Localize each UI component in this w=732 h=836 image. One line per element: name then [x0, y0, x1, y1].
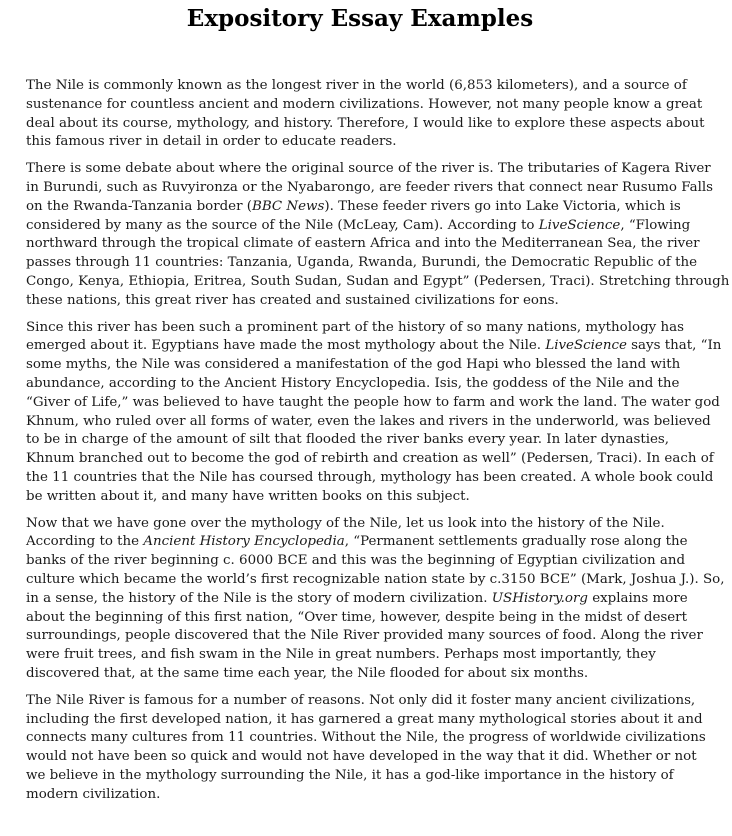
- text-run: were fruit trees, and fish swam in the Nile in great numbers. Perhaps most importantly, they: [26, 647, 656, 663]
- essay-paragraph: [26, 692, 716, 805]
- text-run: The Nile River is famous for a number of reasons. Not only did it foster many ancient civilizations,: [26, 692, 696, 708]
- paragraph-line: [26, 533, 716, 552]
- page-title: Expository Essay Examples: [186, 5, 534, 32]
- paragraph-line: [26, 115, 716, 134]
- text-run: surroundings, people discovered that the Nile River provided many sources of food. Along the river: [26, 628, 703, 644]
- text-run: Khnum branched out to become the god of rebirth and creation as well” (Pedersen, Traci). In each of: [26, 451, 714, 467]
- paragraph-line: [26, 571, 725, 590]
- paragraph-line: [26, 413, 716, 432]
- italic-citation: LiveScience: [538, 217, 621, 233]
- paragraph-line: [26, 375, 716, 394]
- text-run: Congo, Kenya, Ethiopia, Eritrea, South Sudan, Sudan and Egypt” (Pedersen, Traci). Stretching through: [26, 273, 730, 289]
- text-run: Khnum, who ruled over all forms of water, even the lakes and rivers in the underworld, was believed: [26, 413, 711, 429]
- text-run: emerged about it. Egyptians have made the most mythology about the Nile.: [26, 338, 546, 354]
- italic-citation: LiveScience: [545, 338, 627, 354]
- paragraph-line: [26, 198, 716, 217]
- paragraph-line: [26, 450, 716, 469]
- text-run: about the beginning of this first nation, “Over time, however, despite being in the midst of desert: [26, 609, 687, 625]
- text-run: the 11 countries that the Nile has coursed through, mythology has been created. A whole book could: [26, 469, 714, 485]
- text-run: to be in charge of the amount of silt that flooded the river banks every year. In later dynasties,: [26, 432, 670, 448]
- text-run: on the Rwanda-Tanzania border (: [26, 198, 252, 214]
- text-run: deal about its course, mythology, and history. Therefore, I would like to explore these aspects about: [26, 115, 705, 131]
- text-run: explains more: [587, 590, 688, 606]
- text-run: these nations, this great river has created and sustained civilizations for eons.: [26, 292, 559, 308]
- text-run: , “Flowing: [620, 217, 691, 233]
- paragraph-line: [26, 337, 722, 356]
- text-run: The Nile is commonly known as the longest river in the world (6,853 kilometers), and a source of: [26, 78, 687, 93]
- text-run: According to the: [26, 534, 144, 550]
- text-run: culture which became the world’s first recognizable nation state by c.3150 BCE” (Mark, Joshua J.). So,: [26, 571, 725, 587]
- paragraph-line: [26, 96, 716, 115]
- text-run: sustenance for countless ancient and modern civilizations. However, not many people know a great: [26, 96, 703, 112]
- essay-paragraph: [26, 160, 730, 310]
- paragraph-line: [26, 748, 716, 767]
- text-run: says that, “In: [626, 338, 722, 354]
- paragraph-line: [26, 469, 716, 488]
- paragraph-line: [26, 431, 716, 450]
- text-run: discovered that, at the same time each year, the Nile flooded for about six months.: [26, 665, 589, 681]
- paragraph-line: [26, 646, 716, 665]
- paragraph-line: [26, 292, 716, 311]
- paragraph-line: [26, 711, 716, 730]
- paragraph-line: [26, 515, 716, 534]
- paragraph-line: [26, 692, 716, 711]
- paragraph-line: [26, 488, 716, 507]
- text-run: Now that we have gone over the mythology of the Nile, let us look into the history of the Nile.: [26, 515, 665, 531]
- text-run: this famous river in detail in order to educate readers.: [26, 134, 397, 150]
- paragraph-line: [26, 319, 716, 338]
- italic-citation: BBC News: [251, 198, 325, 214]
- paragraph-line: [26, 235, 716, 254]
- text-run: passes through 11 countries: Tanzania, Uganda, Rwanda, Burundi, the Democratic Republic of the: [26, 255, 698, 271]
- paragraph-line: [26, 609, 716, 628]
- text-run: in Burundi, such as Ruvyironza or the Nyabarongo, are feeder rivers that connect near Rusumo Falls: [26, 179, 714, 195]
- essay-paragraph: [26, 515, 725, 684]
- essay-paragraph: [26, 77, 716, 152]
- text-run: considered by many as the source of the Nile (McLeay, Cam). According to: [26, 217, 539, 233]
- paragraph-line: [26, 627, 716, 646]
- paragraph-line: [26, 273, 730, 292]
- paragraph-line: [26, 552, 716, 571]
- paragraph-line: [26, 160, 716, 179]
- paragraph-line: [26, 786, 716, 805]
- essay-body: [26, 77, 730, 804]
- paragraph-line: [26, 590, 716, 609]
- paragraph-line: [26, 729, 716, 748]
- text-run: modern civilization.: [26, 786, 161, 802]
- paragraph-line: [26, 133, 716, 152]
- text-run: ). These feeder rivers go into Lake Victoria, which is: [324, 198, 681, 214]
- text-run: including the first developed nation, it has garnered a great many mythological stories about it and: [26, 711, 703, 727]
- italic-citation: USHistory.org: [491, 590, 588, 606]
- text-run: , “Permanent settlements gradually rose along the: [344, 534, 688, 550]
- paragraph-line: [26, 77, 716, 96]
- essay-paragraph: [26, 319, 722, 507]
- text-run: connects many cultures from 11 countries. Without the Nile, the progress of worldwide civilizations: [26, 730, 706, 746]
- text-run: some myths, the Nile was considered a manifestation of the god Hapi who blessed the land with: [26, 357, 681, 373]
- text-run: northward through the tropical climate of eastern Africa and into the Mediterranean Sea, the river: [26, 236, 700, 252]
- paragraph-line: [26, 665, 716, 684]
- text-run: be written about it, and many have written books on this subject.: [26, 488, 470, 504]
- text-run: abundance, according to the Ancient History Encyclopedia. Isis, the goddess of the Nile and the: [26, 375, 680, 391]
- text-run: in a sense, the history of the Nile is the story of modern civilization.: [26, 590, 492, 606]
- paragraph-line: [26, 254, 716, 273]
- paragraph-line: [26, 217, 716, 236]
- text-run: we believe in the mythology surrounding the Nile, it has a god-like importance in the history of: [26, 767, 674, 783]
- paragraph-line: [26, 356, 716, 375]
- text-run: banks of the river beginning c. 6000 BCE and this was the beginning of Egyptian civilization and: [26, 553, 686, 569]
- italic-citation: Ancient History Encyclopedia: [143, 534, 345, 550]
- paragraph-line: [26, 767, 716, 786]
- text-run: would not have been so quick and would not have developed in the way that it did. Whether or not: [26, 749, 697, 765]
- paragraph-line: [26, 179, 716, 198]
- text-run: “Giver of Life,” was believed to have taught the people how to farm and work the land. The water god: [26, 394, 720, 410]
- text-run: Since this river has been such a prominent part of the history of so many nations, mythology has: [26, 319, 684, 335]
- text-run: There is some debate about where the original source of the river is. The tributaries of Kagera River: [26, 161, 711, 177]
- paragraph-line: [26, 394, 720, 413]
